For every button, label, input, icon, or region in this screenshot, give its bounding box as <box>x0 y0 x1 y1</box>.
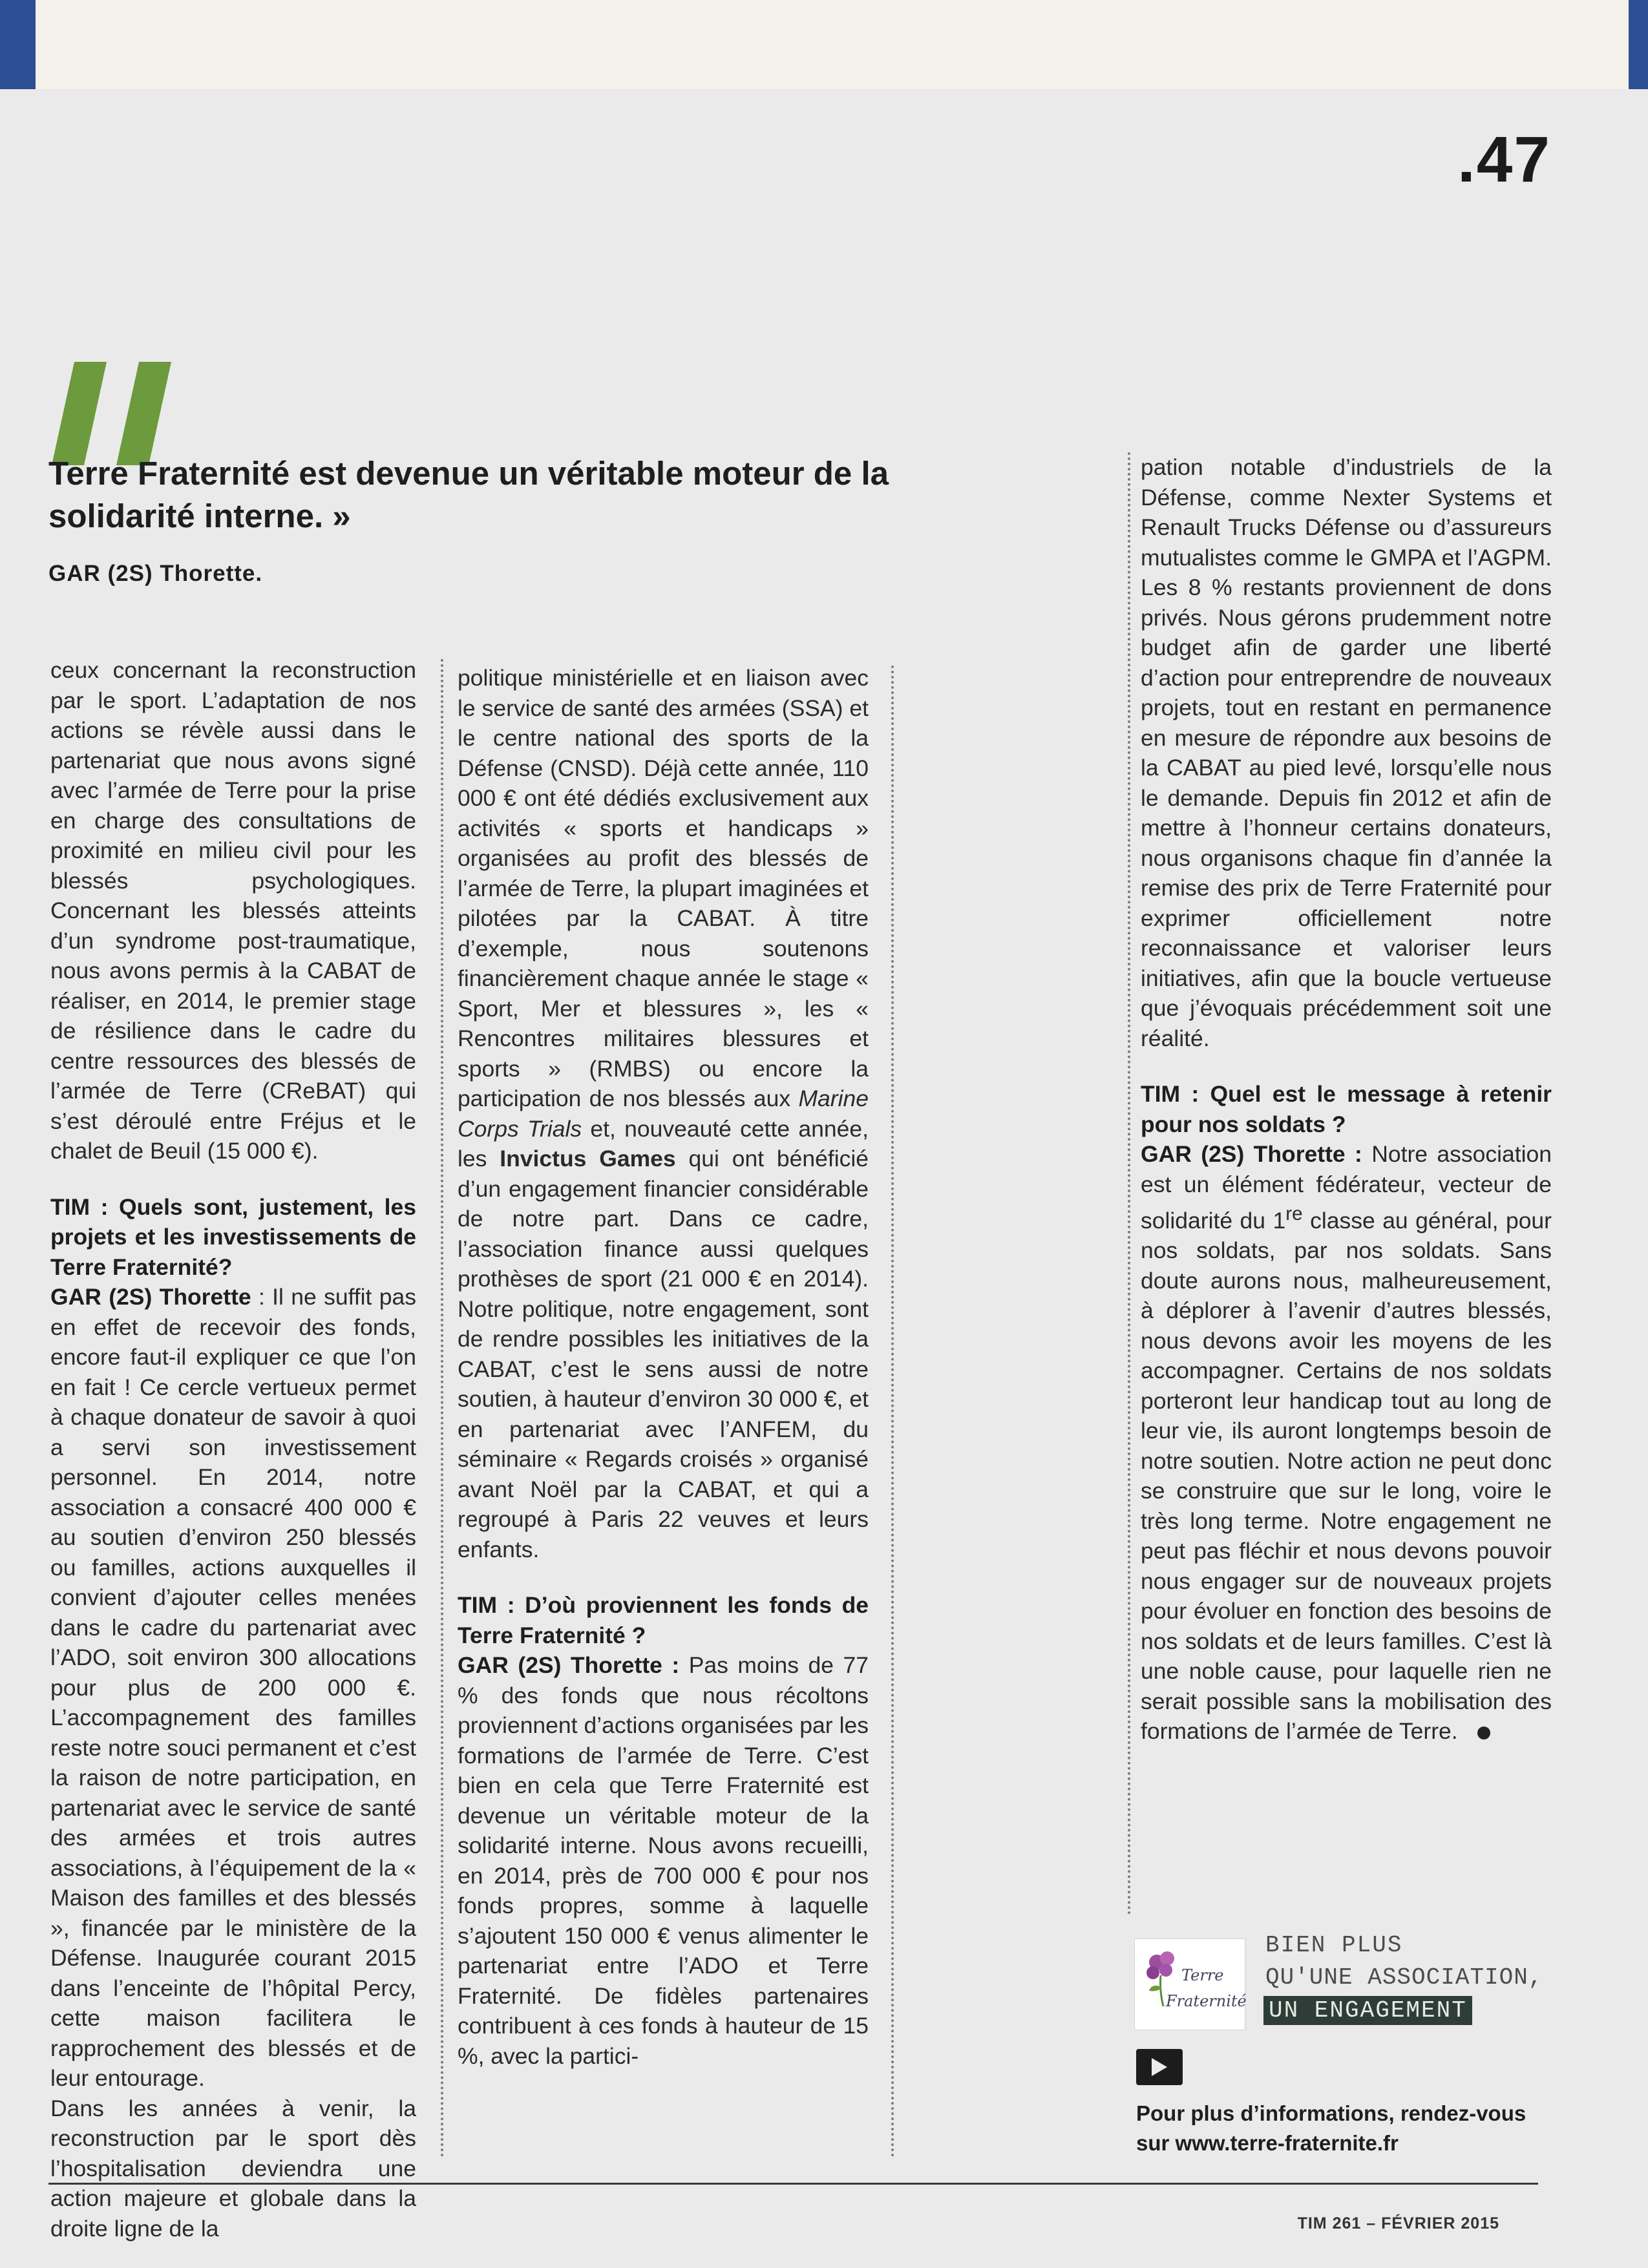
answer-text: Pas moins de 77 % des fonds que nous récoltons proviennent d’actions organisées par les formations de l’armée de Terre. C’est bien en cela que Terre Fraternité est devenue un véritable moteur de la solidarité interne. Nous avons recueilli, en 2014, près de 700 000 € pour nos fonds propres, somme à laquelle s’ajoutent 150 000 € venus alimenter le partenariat entre l’ADO et Terre Fraternité. De fidèles partenaires contribuent à ces fonds à hauteur de 15 %, avec la partici- <box>458 1652 869 2069</box>
article-column-1 <box>50 655 416 2243</box>
paragraph <box>458 663 869 1564</box>
answer-text: classe au général, pour nos soldats, par nos soldats. Sans doute aurons nous, malheureusement, à déplorer à l’avenir d’autres blessés, nous devons avoir les moyens de les accompagner. Certains de nos soldats porteront leur handicap tout au long de leur vie, ils auront longtemps besoin de notre soutien. Notre action ne peut donc se construire que sur le long, voire le très long terme. Notre engagement ne peut pas fléchir et nous devons pouvoir nous engager sur de nouveaux projets pour évoluer en fonction des besoins de nos soldats et de leurs familles. C’est là une noble cause, pour laquelle rien ne serait possible sans la mobilisation des formations de l’armée de Terre. <box>1141 1207 1552 1745</box>
article-column-3 <box>1141 452 1552 1747</box>
speaker-name: GAR (2S) Thorette <box>50 1284 251 1310</box>
play-icon <box>1136 2049 1183 2085</box>
interview-question: TIM : D’où proviennent les fonds de Terre Fraternité ? <box>458 1592 869 1648</box>
event-name-bold: Invictus Games <box>500 1146 676 1171</box>
event-name: Marine Corps Trials <box>458 1086 869 1142</box>
column-divider <box>891 666 894 2158</box>
slogan-line: BIEN PLUS <box>1265 1932 1403 1958</box>
paragraph: pation notable d’industriels de la Défense, comme Nexter Systems et Renault Trucks Défense ou d’assureurs mutualistes comme le GMPA et l’AGPM. Les 8 % restants proviennent de dons privés. Nous gérons prudemment notre budget afin de garder une liberté d’action pour entreprendre de nouveaux projets, tout en restant en permanence en mesure de répondre aux besoins de la CABAT au pied levé, lorsqu’elle nous le demande. Depuis fin 2012 et afin de mettre à l’honneur certains donateurs, nous organisons chaque fin d’année la remise des prix de Terre Fraternité pour exprimer officiellement notre reconnaissance et valoriser leurs initiatives, afin que la boucle vertueuse que j’évoquais précédemment soit une réalité. <box>1141 454 1552 1051</box>
paragraph <box>458 1650 869 2071</box>
paragraph: ceux concernant la reconstruction par le sport. L’adaptation de nos actions se révèle aussi dans le partenariat que nous avons signé avec l’armée de Terre pour la prise en charge des consultations de proximité en milieu civil pour les blessés psychologiques. Concernant les blessés atteints d’un syndrome post-traumatique, nous avons permis à la CABAT de réaliser, en 2014, le premier stage de résilience dans le cadre du centre ressources des blessés de l’armée de Terre (CReBAT) qui s’est déroulé entre Fréjus et le chalet de Beuil (15 000 €). <box>50 657 416 1164</box>
previous-page-edge <box>36 0 1629 100</box>
superscript: re <box>1285 1203 1303 1224</box>
pull-quote-text: Terre Fraternité est devenue un véritable moteur de la solidarité interne. » <box>48 455 889 534</box>
paragraph-text: et, nouveauté cette année, les <box>458 1115 869 1171</box>
slogan-highlight: UN ENGAGEMENT <box>1263 1996 1472 2025</box>
speaker-name: GAR (2S) Thorette : <box>458 1652 680 1678</box>
footer-rule <box>48 2183 1538 2185</box>
article-column-2 <box>458 663 869 2071</box>
paragraph <box>1141 1139 1552 1747</box>
interview-question: TIM : Quels sont, justement, les projets et les investissements de Terre Fraternité? <box>50 1193 416 1280</box>
issue-footer: TIM 261 – FÉVRIER 2015 <box>1297 2214 1499 2232</box>
answer-text: : Il ne suffit pas en effet de recevoir des fonds, encore faut-il expliquer ce que l’on en fait ! Ce cercle vertueux permet à chaque donateur de savoir à quoi a servi son investissement personnel. En 2014, notre association a consacré 400 000 € au soutien d’environ 250 blessés ou familles, actions auxquelles il convient d’ajouter celles menées dans le cadre du partenariat avec l’ADO, soit environ 300 allocations pour plus de 200 000 €. L’accompagnement des familles reste notre souci permanent et c’est la raison de notre participation, en partenariat avec le service de santé des armées et trois autres associations, à l’équipement de la « Maison des familles et des blessés », financée par le ministère de la Défense. Inaugurée courant 2015 dans l’enceinte de l’hôpital Percy, cette maison facilitera le rapprochement des blessés et de leur entourage. <box>50 1284 416 2091</box>
website-link[interactable]: sur www.terre-fraternite.fr <box>1136 2131 1399 2155</box>
paragraph <box>50 1282 416 2094</box>
page-number: .47 <box>1457 123 1551 196</box>
speaker-name: GAR (2S) Thorette : <box>1141 1141 1362 1167</box>
column-divider <box>1128 452 1130 1916</box>
terre-fraternite-logo <box>1134 1938 1245 2030</box>
end-of-article-icon <box>1477 1727 1490 1739</box>
logo-text: Fraternité <box>1166 1992 1247 2010</box>
interview-question: TIM : Quel est le message à retenir pour nos soldats ? <box>1141 1081 1552 1137</box>
answer-text: Notre association est un élément fédérateur, vecteur de solidarité du 1 <box>1141 1141 1552 1234</box>
more-info-text <box>1136 2099 1589 2158</box>
more-info-line: Pour plus d’informations, rendez-vous <box>1136 2101 1527 2125</box>
paragraph-text: qui ont bénéficié d’un engagement financier considérable de notre part. Dans ce cadre, l’association finance aussi quelques prothèses de sport (21 000 € en 2014). Notre politique, notre engagement, sont de rendre possibles les initiatives de la CABAT, c’est le sens aussi de notre soutien, à hauteur d’environ 30 000 €, et en partenariat avec l’ANFEM, du séminaire « Regards croisés » organisé avant Noël par la CABAT, et qui a regroupé à Paris 22 veuves et leurs enfants. <box>458 1146 869 1562</box>
paragraph: Dans les années à venir, la reconstruction par le sport dès l’hospitalisation deviendra une action majeure et globale dans la droite ligne de la <box>50 2095 416 2242</box>
play-triangle <box>1152 2058 1167 2076</box>
column-divider <box>441 659 443 2158</box>
paragraph-text: politique ministérielle et en liaison avec le service de santé des armées (SSA) et le centre national des sports de la Défense (CNSD). Déjà cette année, 110 000 € ont été dédiés exclusivement aux activités « sports et handicaps » organisées au profit des blessés de l’armée de Terre, la plupart imaginées et pilotées par la CABAT. À titre d’exemple, nous soutenons financièrement chaque année le stage « Sport, Mer et blessures », les « Rencontres militaires blessures et sports » (RMBS) ou encore la participation de nos blessés aux <box>458 665 869 1111</box>
logo-text: Terre <box>1181 1966 1224 1984</box>
pull-quote-author: GAR (2S) Thorette. <box>48 561 263 586</box>
slogan-line: QU'UNE ASSOCIATION, <box>1265 1964 1543 1991</box>
